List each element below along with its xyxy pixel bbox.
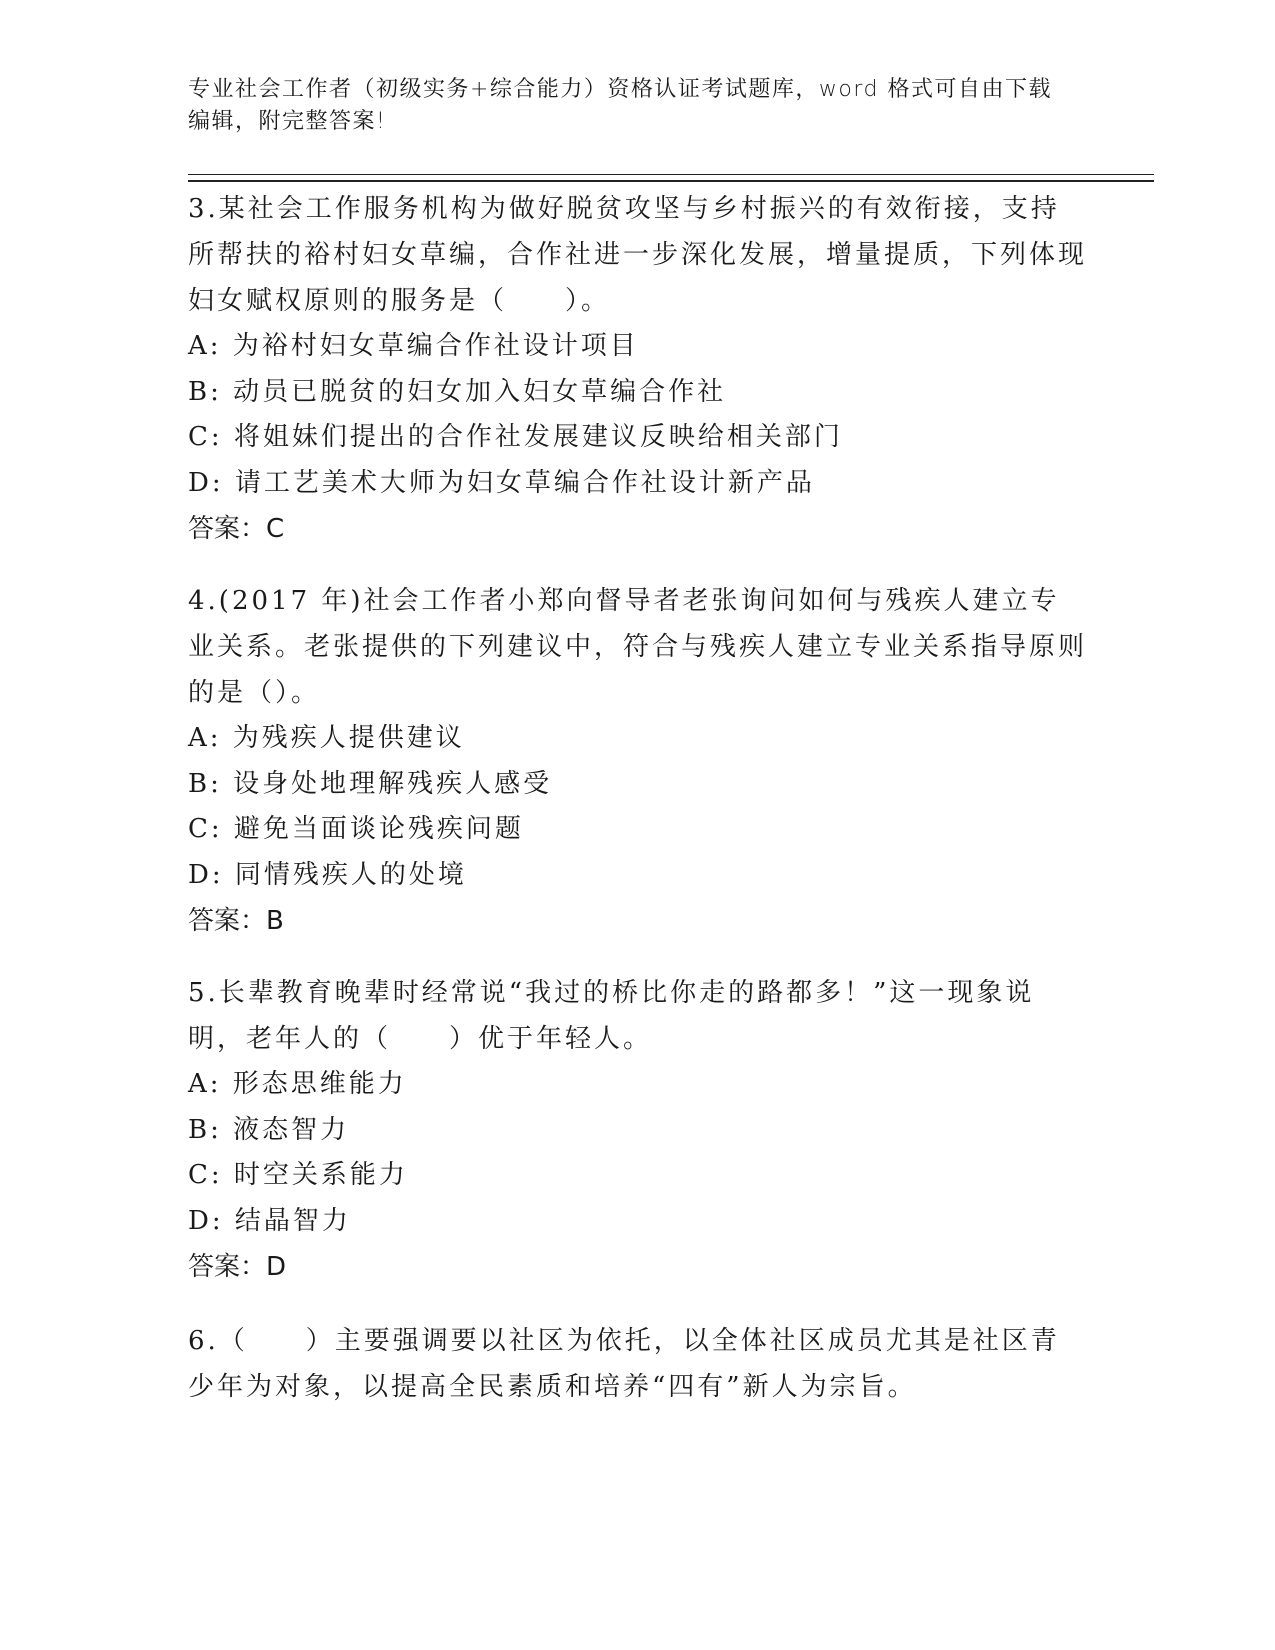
option-d: D: 结晶智力 bbox=[188, 1205, 351, 1236]
option-b: B: 液态智力 bbox=[188, 1114, 350, 1145]
question-stem: 4.(2017 年)社会工作者小郑向督导者老张询问如何与残疾人建立专业关系。老张提供的下列建议中，符合与残疾人建立专业关系指导原则的是（）。 bbox=[188, 586, 1088, 708]
header-rule-thin bbox=[188, 174, 1154, 175]
question-stem: 5.长辈教育晚辈时经常说“我过的桥比你走的路都多！”这一现象说明，老年人的（ ）优于年轻人。 bbox=[188, 978, 1035, 1054]
question-5 bbox=[188, 970, 1088, 1290]
option-b: B: 动员已脱贫的妇女加入妇女草编合作社 bbox=[188, 376, 727, 407]
option-a: A: 为裕村妇女草编合作社设计项目 bbox=[188, 331, 639, 361]
option-a: A: 形态思维能力 bbox=[188, 1069, 407, 1099]
option-d: D: 同情残疾人的处境 bbox=[188, 859, 467, 890]
document-header bbox=[188, 74, 1088, 138]
header-rule-thick bbox=[188, 180, 1154, 182]
answer: 答案：D bbox=[188, 1252, 287, 1282]
option-c: C: 将姐妹们提出的合作社发展建议反映给相关部门 bbox=[188, 422, 843, 452]
question-stem: 6.（ ）主要强调要以社区为依托，以全体社区成员尤其是社区青少年为对象，以提高全民素质和培养“四有”新人为宗旨。 bbox=[188, 1326, 1060, 1402]
question-6 bbox=[188, 1318, 1088, 1410]
question-stem: 3.某社会工作服务机构为做好脱贫攻坚与乡村振兴的有效衔接，支持所帮扶的裕村妇女草编，合作社进一步深化发展，增量提质，下列体现妇女赋权原则的服务是（ ）。 bbox=[188, 194, 1088, 316]
answer: 答案：C bbox=[188, 514, 285, 544]
option-c: C: 时空关系能力 bbox=[188, 1160, 408, 1190]
header-line-2: 编辑，附完整答案! bbox=[188, 109, 387, 134]
option-d: D: 请工艺美术大师为妇女草编合作社设计新产品 bbox=[188, 467, 815, 498]
option-c: C: 避免当面谈论残疾问题 bbox=[188, 814, 524, 844]
option-b: B: 设身处地理解残疾人感受 bbox=[188, 768, 553, 799]
answer: 答案：B bbox=[188, 906, 284, 936]
header-line-1: 专业社会工作者（初级实务+综合能力）资格认证考试题库，word 格式可自由下载 bbox=[188, 77, 1053, 102]
question-3 bbox=[188, 186, 1088, 552]
question-4 bbox=[188, 578, 1088, 944]
option-a: A: 为残疾人提供建议 bbox=[188, 723, 465, 753]
